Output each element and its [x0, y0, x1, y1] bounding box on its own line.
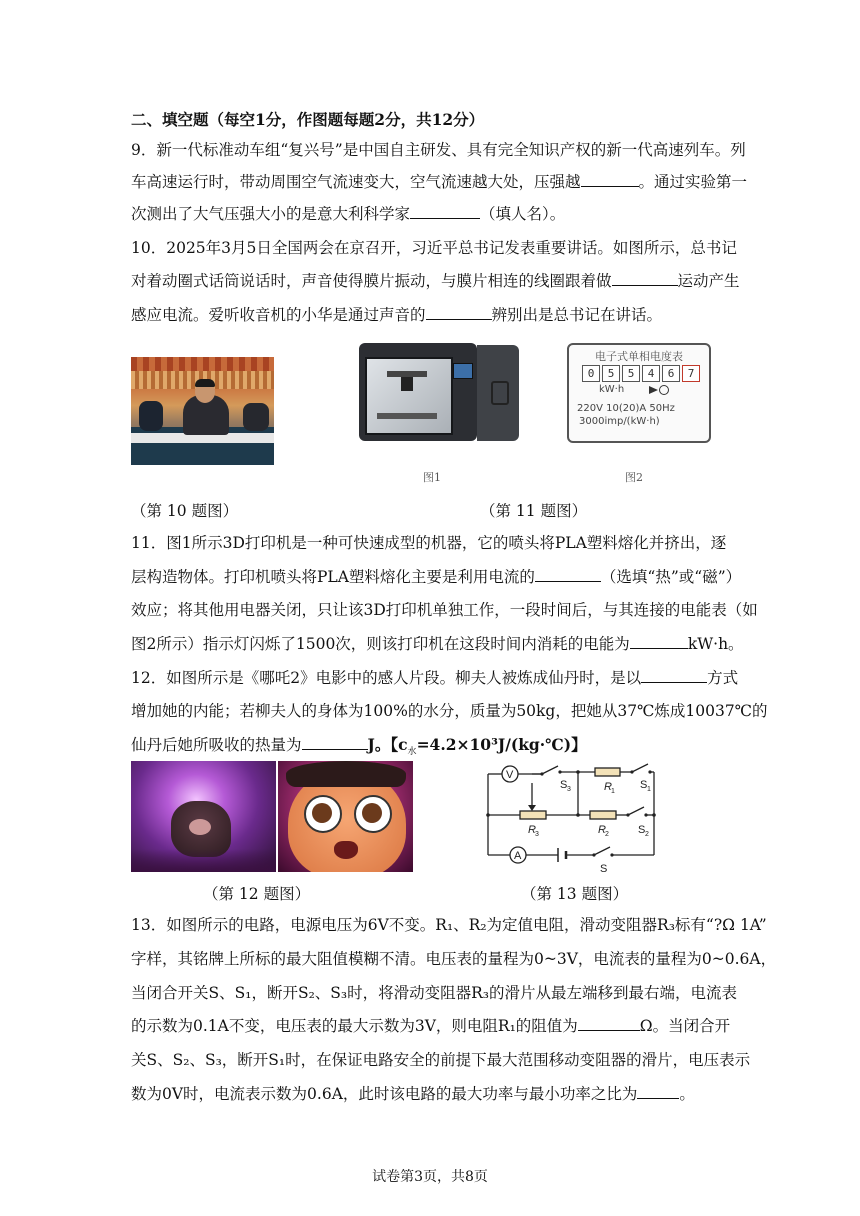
3d-printer-figure [357, 343, 521, 443]
meter-digit: 5 [602, 365, 620, 382]
s-label: S [600, 863, 608, 875]
indicator-light-icon [649, 386, 658, 394]
q12-line2: 增加她的内能；若柳夫人的身体为100%的水分，质量为50kg，把她从37℃炼成10037℃的 [131, 702, 768, 720]
q13-line6 [131, 1084, 695, 1104]
ammeter-label: A [514, 850, 522, 862]
q12-text: 方式 [707, 669, 739, 687]
caption-q13: （第 13 题图） [521, 885, 629, 903]
q10-text: 对着动圈式话筒说话时，声音使得膜片振动，与膜片相连的线圈跟着做 [131, 272, 612, 290]
q9-text: 次测出了大气压强大小的是意大利科学家 [131, 205, 411, 223]
q11-line1: 11．图1所示3D打印机是一种可快速成型的机器，它的喷头将PLA塑料熔化并挤出，逐 [131, 534, 727, 552]
s2-label: S [638, 824, 646, 836]
q12-text: 12．如图所示是《哪吒2》电影中的感人片段。柳夫人被炼成仙丹时，是以 [131, 669, 642, 687]
q12-line1 [131, 668, 738, 688]
movie-still-right [278, 761, 413, 872]
fig1-label: 图1 [423, 471, 441, 484]
answer-blank[interactable] [302, 735, 368, 750]
q10-line2 [131, 271, 740, 291]
q12-text: =4.2×10³J/(kg·℃)】 [416, 735, 587, 754]
answer-blank[interactable] [641, 668, 707, 683]
q9-text: 车高速运行时，带动周围空气流速变大，空气流速越大处，压强越 [131, 173, 581, 191]
circuit-diagram [480, 759, 660, 877]
q13-text: 数为0V时，电流表示数为0.6A，此时该电路的最大功率与最小功率之比为 [131, 1085, 638, 1103]
answer-blank[interactable] [637, 1084, 679, 1099]
indicator-light-circle-icon [659, 385, 669, 395]
meter-title: 电子式单相电度表 [595, 350, 683, 363]
voltmeter-label: V [506, 769, 514, 781]
q13-text: 。 [679, 1085, 695, 1103]
r3-sub: 3 [535, 831, 539, 838]
resistor-r2 [590, 811, 616, 819]
q13-text: Ω。当闭合开 [639, 1017, 731, 1035]
meter-digit: 7 [682, 365, 700, 382]
s3-sub: 3 [567, 786, 571, 793]
answer-blank[interactable] [612, 271, 678, 286]
q10-line1: 10．2025年3月5日全国两会在京召开，习近平总书记发表重要讲话。如图所示，总书记 [131, 239, 737, 257]
r3-label: R [528, 824, 536, 836]
section-title: 二、填空题（每空1分，作图题每题2分，共12分） [131, 110, 485, 129]
q11-text: 图2所示）指示灯闪烁了1500次，则该打印机在这段时间内消耗的电能为 [131, 635, 630, 653]
q9-line2 [131, 172, 747, 192]
answer-blank[interactable] [578, 1016, 640, 1031]
meter-digits [582, 365, 702, 381]
s3-label: S [560, 779, 568, 791]
q9-line1: 9．新一代标准动车组“复兴号”是中国自主研发、具有完全知识产权的新一代高速列车。列 [131, 141, 746, 159]
answer-blank[interactable] [581, 172, 639, 187]
r1-sub: 1 [611, 788, 615, 795]
r2-sub: 2 [605, 831, 609, 838]
answer-blank[interactable] [630, 634, 688, 649]
s2-sub: 2 [645, 831, 649, 838]
movie-still-left [131, 761, 276, 872]
q11-line2 [131, 567, 741, 587]
meter-digit: 4 [642, 365, 660, 382]
q10-text: 运动产生 [677, 272, 740, 290]
caption-q11: （第 11 题图） [480, 502, 588, 520]
subscript: 水 [407, 747, 417, 758]
caption-q10: （第 10 题图） [131, 502, 239, 520]
r1-label: R [604, 781, 612, 793]
q13-line1: 13．如图所示的电路，电源电压为6V不变。R₁、R₂为定值电阻，滑动变阻器R₃标有“?Ω 1A” [131, 916, 767, 934]
q10-line3 [131, 305, 662, 325]
q12-text: 仙丹后她所吸收的热量为 [131, 736, 302, 754]
answer-blank[interactable] [535, 567, 601, 582]
caption-q12: （第 12 题图） [203, 885, 311, 903]
meter-unit: kW·h [599, 384, 625, 395]
meter-digit: 0 [582, 365, 600, 382]
fig2-label: 图2 [625, 471, 643, 484]
q13-line5: 关S、S₂、S₃，断开S₁时，在保证电路安全的前提下最大范围移动变阻器的滑片，电压表示 [131, 1051, 751, 1069]
q13-line3: 当闭合开关S、S₁，断开S₂、S₃时，将滑动变阻器R₃的滑片从最左端移到最右端，电流表 [131, 984, 738, 1002]
meter-digit: 5 [622, 365, 640, 382]
q9-line3 [131, 204, 565, 224]
answer-blank[interactable] [410, 204, 480, 219]
speech-photo [131, 357, 274, 465]
q11-line3: 效应；将其他用电器关闭，只让该3D打印机单独工作，一段时间后，与其连接的电能表（如 [131, 601, 758, 619]
resistor-r3 [520, 811, 546, 819]
q13-text: 的示数为0.1A不变，电压表的最大示数为3V，则电阻R₁的阻值为 [131, 1017, 578, 1035]
q10-text: 辨别出是总书记在讲话。 [491, 306, 663, 324]
q10-text: 感应电流。爱听收音机的小华是通过声音的 [131, 306, 426, 324]
meter-spec1: 220V 10(20)A 50Hz [577, 403, 675, 414]
s1-label: S [640, 779, 648, 791]
r2-label: R [598, 824, 606, 836]
q11-text: 层构造物体。打印机喷头将PLA塑料熔化主要是利用电流的 [131, 568, 535, 586]
q9-text: 。通过实验第一 [638, 173, 748, 191]
q13-line2: 字样，其铭牌上所标的最大阻值模糊不清。电压表的量程为0~3V，电流表的量程为0~0.6A， [131, 950, 777, 968]
q11-line4 [131, 634, 744, 654]
q11-text: （选填“热”或“磁”） [600, 568, 742, 586]
s1-sub: 1 [647, 786, 651, 793]
q11-text: kW·h。 [687, 635, 744, 653]
answer-blank[interactable] [426, 305, 492, 320]
meter-digit: 6 [662, 365, 680, 382]
q9-text: （填人名）。 [480, 205, 566, 223]
q13-line4 [131, 1016, 730, 1036]
energy-meter [567, 343, 711, 443]
meter-spec2: 3000imp/(kW·h) [579, 416, 660, 427]
q12-text: J。【c [367, 735, 408, 754]
page-footer: 试卷第3页，共8页 [372, 1169, 488, 1185]
resistor-r1 [595, 768, 620, 776]
